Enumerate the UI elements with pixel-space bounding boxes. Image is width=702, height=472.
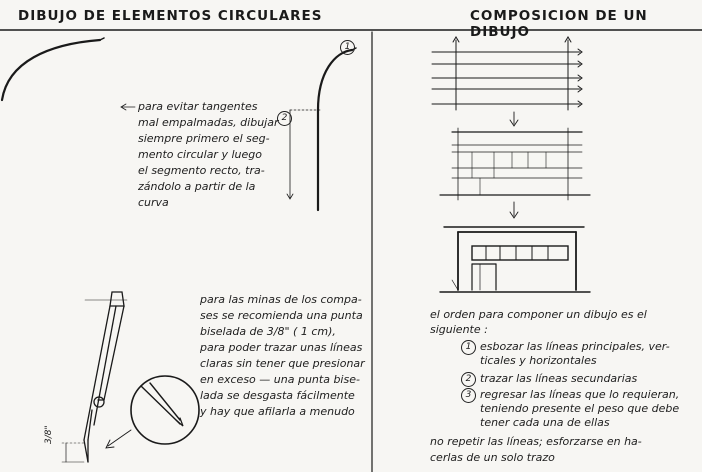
compass-note-line: claras sin tener que presionar bbox=[200, 357, 365, 370]
dimension-label: 3/8" bbox=[44, 425, 54, 444]
sketch-step-2 bbox=[440, 128, 590, 200]
compass-note-line: lada se desgasta fácilmente bbox=[200, 389, 355, 402]
arch-left-drawing bbox=[2, 40, 100, 100]
step-3-line: tener cada una de ellas bbox=[480, 416, 610, 429]
tangent-note-line: mal empalmadas, dibujar bbox=[138, 116, 279, 129]
compass-note-line: biselada de 3/8" ( 1 cm), bbox=[200, 325, 336, 338]
closing-line: no repetir las líneas; esforzarse en ha- bbox=[430, 435, 642, 448]
compass-drawing bbox=[84, 292, 127, 462]
step-number-2: 2 bbox=[461, 372, 476, 387]
step-number-3: 3 bbox=[461, 388, 476, 403]
step-number-1: 1 bbox=[461, 340, 476, 355]
compass-note-line: para las minas de los compa- bbox=[200, 293, 362, 306]
arch-right-drawing bbox=[318, 50, 352, 210]
tangent-note-line: curva bbox=[138, 196, 169, 209]
step-marker-2: 2 bbox=[277, 111, 292, 126]
lead-detail-drawing bbox=[131, 376, 199, 444]
tangent-note-line: siempre primero el seg- bbox=[138, 132, 270, 145]
tangent-note-line: para evitar tangentes bbox=[138, 100, 258, 113]
right-page-title: COMPOSICION DE UN DIBUJO bbox=[470, 8, 648, 40]
tangent-note-line: mento circular y luego bbox=[138, 148, 262, 161]
step-3-line: teniendo presente el peso que debe bbox=[480, 402, 680, 415]
left-page-title: DIBUJO DE ELEMENTOS CIRCULARES bbox=[18, 8, 323, 24]
compass-note-line: y hay que afilarla a menudo bbox=[200, 405, 355, 418]
compass-note-line: en exceso — una punta bise- bbox=[200, 373, 360, 386]
compass-note-line: para poder trazar unas líneas bbox=[200, 341, 363, 354]
step-2-line: trazar las líneas secundarias bbox=[480, 372, 638, 385]
intro-line: siguiente : bbox=[430, 323, 488, 336]
step-1-line: esbozar las líneas principales, ver- bbox=[480, 340, 670, 353]
tangent-note-line: zándolo a partir de la bbox=[138, 180, 256, 193]
sketch-step-3 bbox=[440, 227, 590, 292]
step-1-line: ticales y horizontales bbox=[480, 354, 597, 367]
tangent-note-line: el segmento recto, tra- bbox=[138, 164, 265, 177]
sketch-step-1 bbox=[432, 37, 582, 110]
compass-note-line: ses se recomienda una punta bbox=[200, 309, 363, 322]
step-marker-1: 1 bbox=[340, 40, 355, 55]
closing-line: cerlas de un solo trazo bbox=[430, 451, 555, 464]
intro-line: el orden para componer un dibujo es el bbox=[430, 308, 647, 321]
step-3-line: regresar las líneas que lo requieran, bbox=[480, 388, 680, 401]
